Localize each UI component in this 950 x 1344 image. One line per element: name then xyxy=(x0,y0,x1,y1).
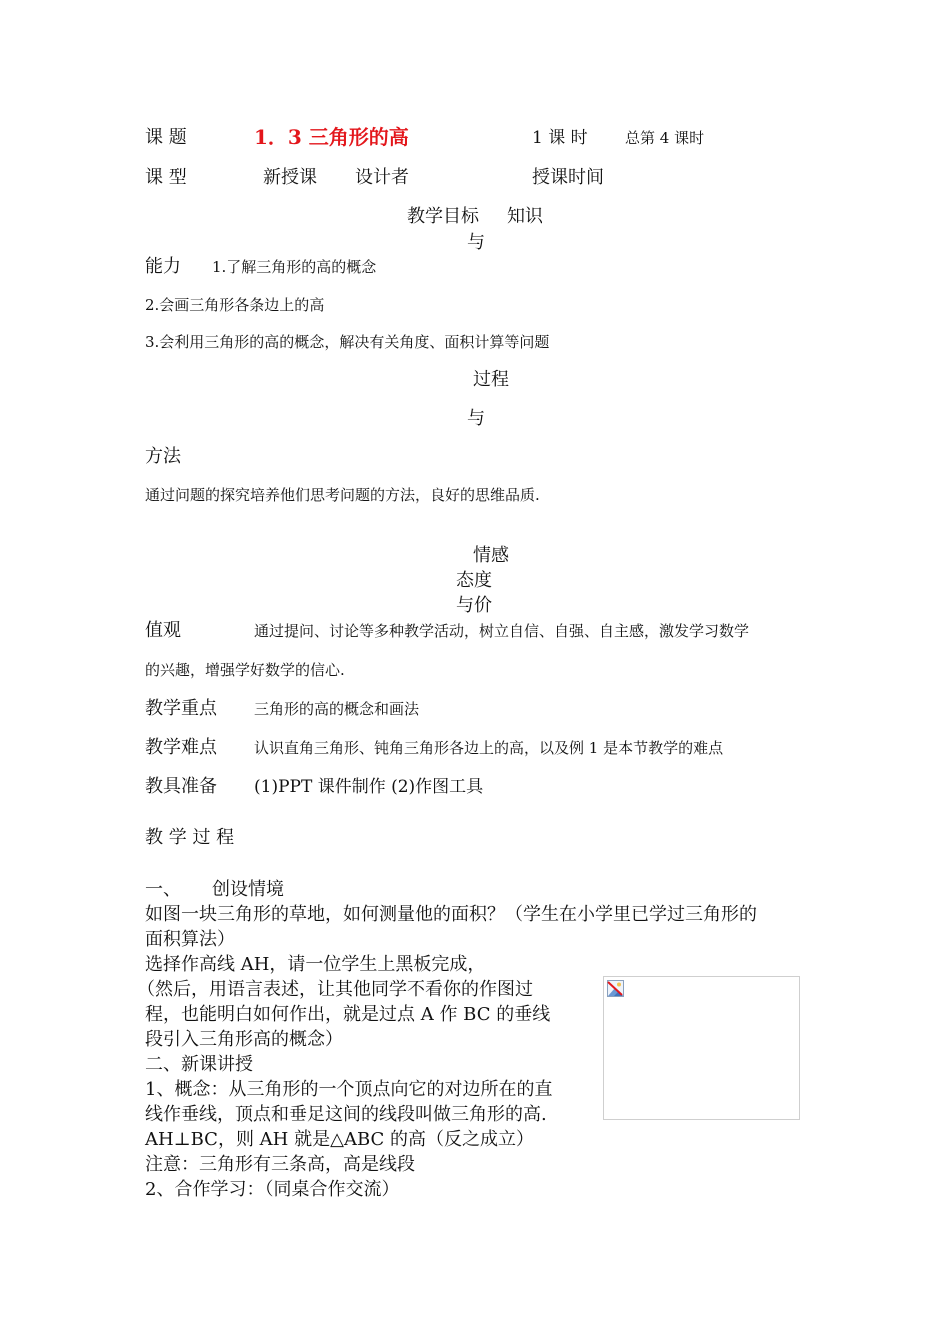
figure-placeholder xyxy=(603,976,800,1120)
body-line: 程，也能明白如何作出，就是过点 A 作 BC 的垂线 xyxy=(145,1004,551,1025)
key-point-text: 三角形的高的概念和画法 xyxy=(254,700,420,718)
process-label-2: 与 xyxy=(467,408,485,429)
broken-image-icon xyxy=(607,980,624,997)
knowledge-item: 2.会画三角形各条边上的高 xyxy=(145,296,325,314)
process-label-1: 过程 xyxy=(473,369,509,390)
emotion-text-2: 的兴趣，增强学好数学的信心. xyxy=(145,661,345,679)
tools-text: (1)PPT 课件制作 (2)作图工具 xyxy=(254,777,484,797)
keti-label: 课 题 xyxy=(145,127,187,148)
key-point-label: 教学重点 xyxy=(145,698,217,719)
knowledge-label-1: 知识 xyxy=(507,206,543,227)
emotion-label-3: 与价 xyxy=(456,595,492,616)
lesson-title: 1．3 三角形的高 xyxy=(254,125,409,149)
kexing-value: 新授课 xyxy=(263,167,317,188)
designer-label: 设计者 xyxy=(355,167,409,188)
body-line: AH⊥BC，则 AH 就是△ABC 的高（反之成立） xyxy=(145,1129,534,1150)
body-line: （然后，用语言表述，让其他同学不看你的作图过 xyxy=(137,979,533,1000)
total-keshi-text: 总第 4 课时 xyxy=(625,129,705,147)
body-line: 线作垂线，顶点和垂足这间的线段叫做三角形的高. xyxy=(145,1104,547,1125)
process-text: 通过问题的探究培养他们思考问题的方法，良好的思维品质. xyxy=(145,486,540,504)
section-title: 创设情境 xyxy=(212,879,284,900)
knowledge-label-2: 与 xyxy=(467,232,485,253)
body-line: 2、合作学习：（同桌合作交流） xyxy=(145,1179,400,1200)
kexing-label: 课 型 xyxy=(145,167,187,188)
body-line: 如图一块三角形的草地，如何测量他的面积？（学生在小学里已学过三角形的 xyxy=(145,904,757,925)
tools-label: 教具准备 xyxy=(145,776,217,797)
difficult-point-label: 教学难点 xyxy=(145,737,217,758)
body-line: 面积算法） xyxy=(145,929,235,950)
body-line: 注意：三角形有三条高，高是线段 xyxy=(145,1154,415,1175)
process-heading: 教 学 过 程 xyxy=(145,827,235,848)
process-label-3: 方法 xyxy=(145,446,181,467)
body-line: 二、新课讲授 xyxy=(145,1054,253,1075)
emotion-label-2: 态度 xyxy=(456,570,492,591)
body-line: 1、概念：从三角形的一个顶点向它的对边所在的直 xyxy=(145,1079,553,1100)
knowledge-item: 1.了解三角形的高的概念 xyxy=(212,258,377,276)
teach-time-label: 授课时间 xyxy=(532,167,604,188)
section-number: 一、 xyxy=(145,879,181,900)
keshi-text: 1 课 时 xyxy=(532,128,588,148)
emotion-label-4: 值观 xyxy=(145,620,181,641)
knowledge-item: 3.会利用三角形的高的概念，解决有关角度、面积计算等问题 xyxy=(145,333,550,351)
body-line: 选择作高线 AH，请一位学生上黑板完成， xyxy=(145,954,486,975)
difficult-point-text: 认识直角三角形、钝角三角形各边上的高，以及例 1 是本节教学的难点 xyxy=(254,739,724,757)
emotion-label-1: 情感 xyxy=(473,545,509,566)
emotion-text-1: 通过提问、讨论等多种教学活动，树立自信、自强、自主感，激发学习数学 xyxy=(254,622,750,640)
objectives-heading: 教学目标 xyxy=(407,206,479,227)
body-line: 段引入三角形高的概念） xyxy=(145,1029,343,1050)
knowledge-label-3: 能力 xyxy=(145,256,181,277)
